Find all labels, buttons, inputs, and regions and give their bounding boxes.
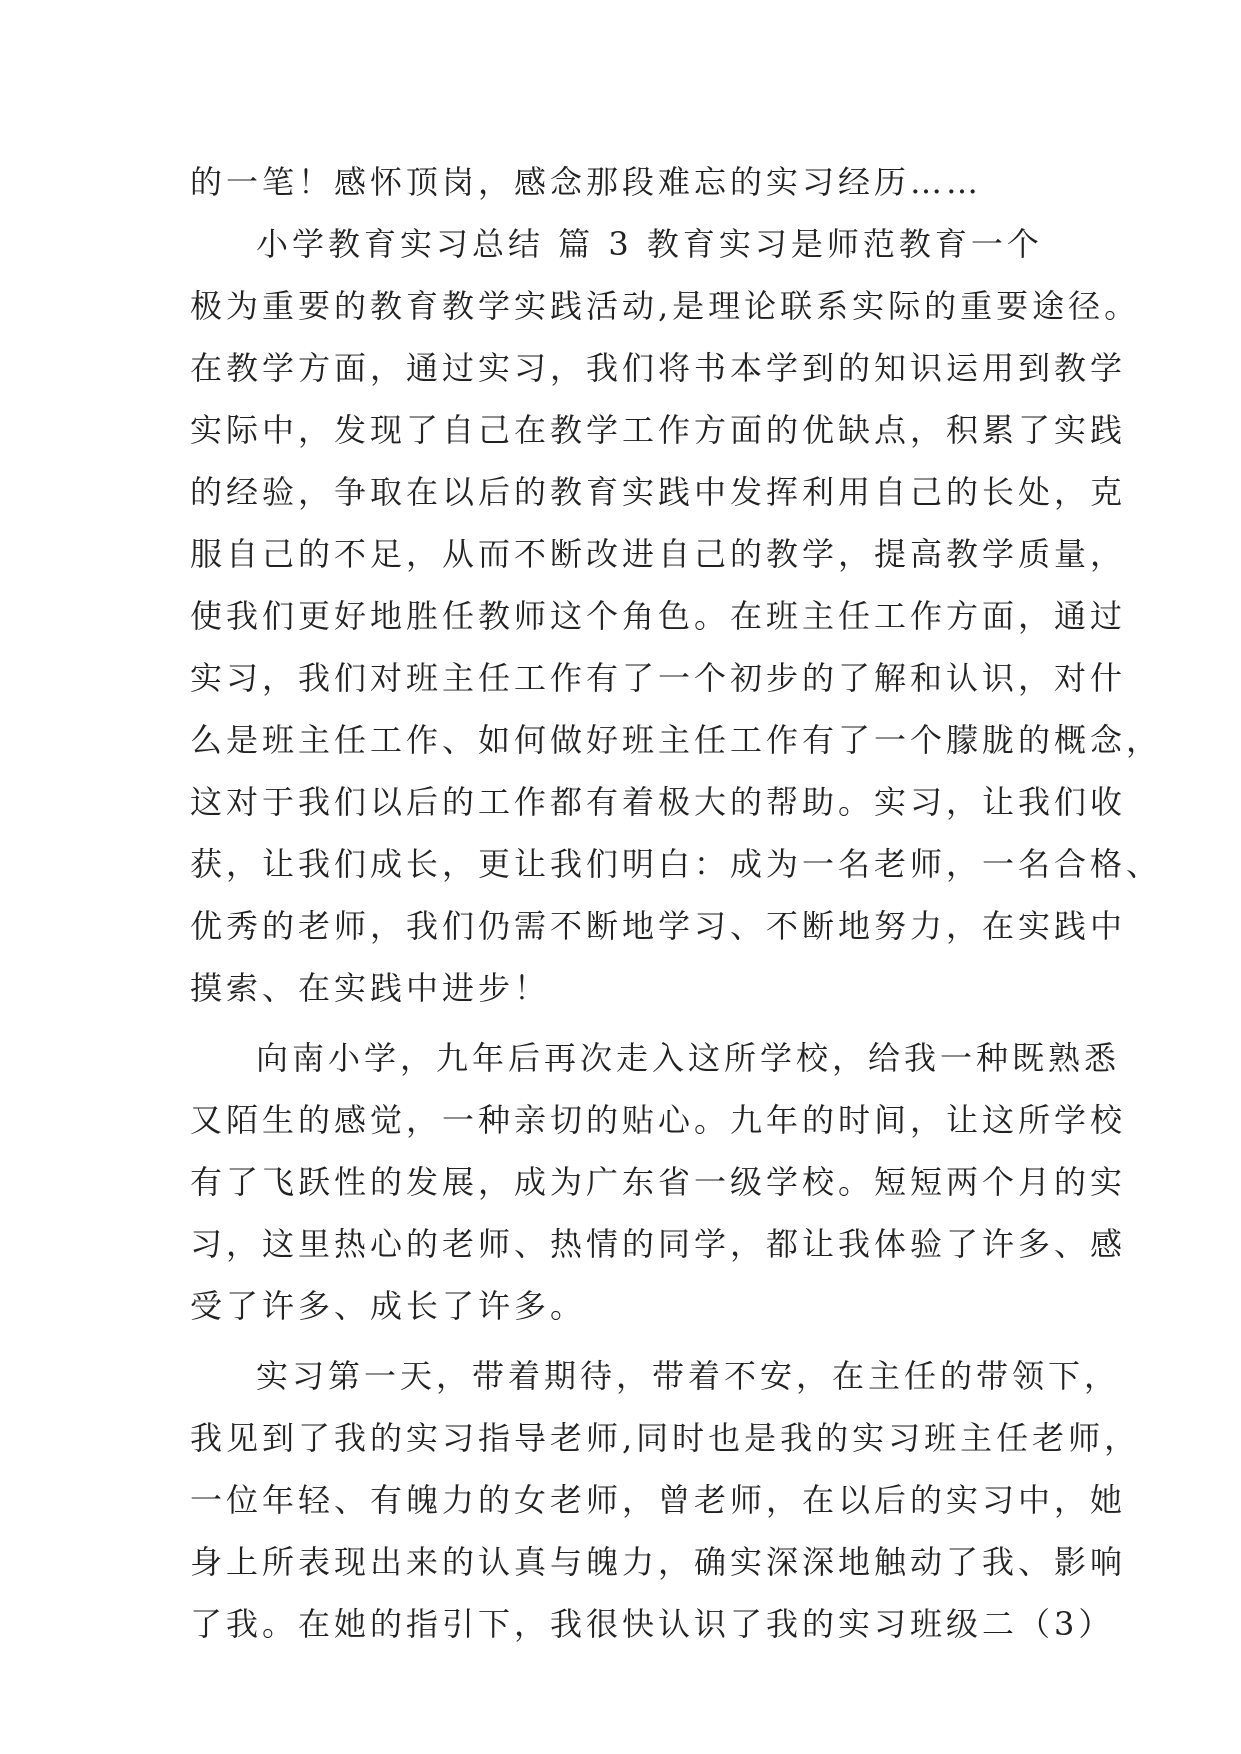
paragraph-start-line: 实习第一天，带着期待，带着不安，在主任的带领下， — [256, 1357, 1121, 1395]
text-line: 在教学方面，通过实习，我们将书本学到的知识运用到教学 — [190, 349, 1127, 387]
text-line: 摸索、在实践中进步！ — [190, 969, 551, 1007]
text-line: 服自己的不足，从而不断改进自己的教学，提高教学质量， — [190, 535, 1127, 573]
text-line: 习，这里热心的老师、热情的同学，都让我体验了许多、感 — [190, 1225, 1127, 1263]
section-heading-line: 小学教育实习总结 篇 3 教育实习是师范教育一个 — [256, 225, 1043, 263]
text-line: 一位年轻、有魄力的女老师，曾老师，在以后的实习中，她 — [190, 1481, 1127, 1519]
text-line: 极为重要的教育教学实践活动,是理论联系实际的重要途径。 — [190, 287, 1141, 325]
paragraph-start-line: 向南小学，九年后再次走入这所学校，给我一种既熟悉 — [256, 1039, 1121, 1077]
text-line: 我见到了我的实习指导老师,同时也是我的实习班主任老师， — [190, 1419, 1141, 1457]
text-line: 的经验，争取在以后的教育实践中发挥利用自己的长处，克 — [190, 473, 1127, 511]
text-line: 了我。在她的指引下，我很快认识了我的实习班级二（3） — [190, 1605, 1115, 1643]
text-line: 这对于我们以后的工作都有着极大的帮助。实习，让我们收 — [190, 783, 1127, 821]
text-line: 么是班主任工作、如何做好班主任工作有了一个朦胧的概念， — [190, 721, 1163, 759]
text-line: 优秀的老师，我们仍需不断地学习、不断地努力，在实践中 — [190, 907, 1127, 945]
text-line: 实习，我们对班主任工作有了一个初步的了解和认识，对什 — [190, 659, 1127, 697]
text-line: 身上所表现出来的认真与魄力，确实深深地触动了我、影响 — [190, 1543, 1127, 1581]
text-line: 获，让我们成长，更让我们明白：成为一名老师，一名合格、 — [190, 845, 1163, 883]
text-line: 使我们更好地胜任教师这个角色。在班主任工作方面，通过 — [190, 597, 1127, 635]
text-line: 的一笔！感怀顶岗，感念那段难忘的实习经历…… — [190, 163, 983, 201]
text-line: 实际中，发现了自己在教学工作方面的优缺点，积累了实践 — [190, 411, 1127, 449]
text-line: 又陌生的感觉，一种亲切的贴心。九年的时间，让这所学校 — [190, 1101, 1127, 1139]
text-line: 有了飞跃性的发展，成为广东省一级学校。短短两个月的实 — [190, 1163, 1127, 1201]
text-line: 受了许多、成长了许多。 — [190, 1287, 587, 1325]
